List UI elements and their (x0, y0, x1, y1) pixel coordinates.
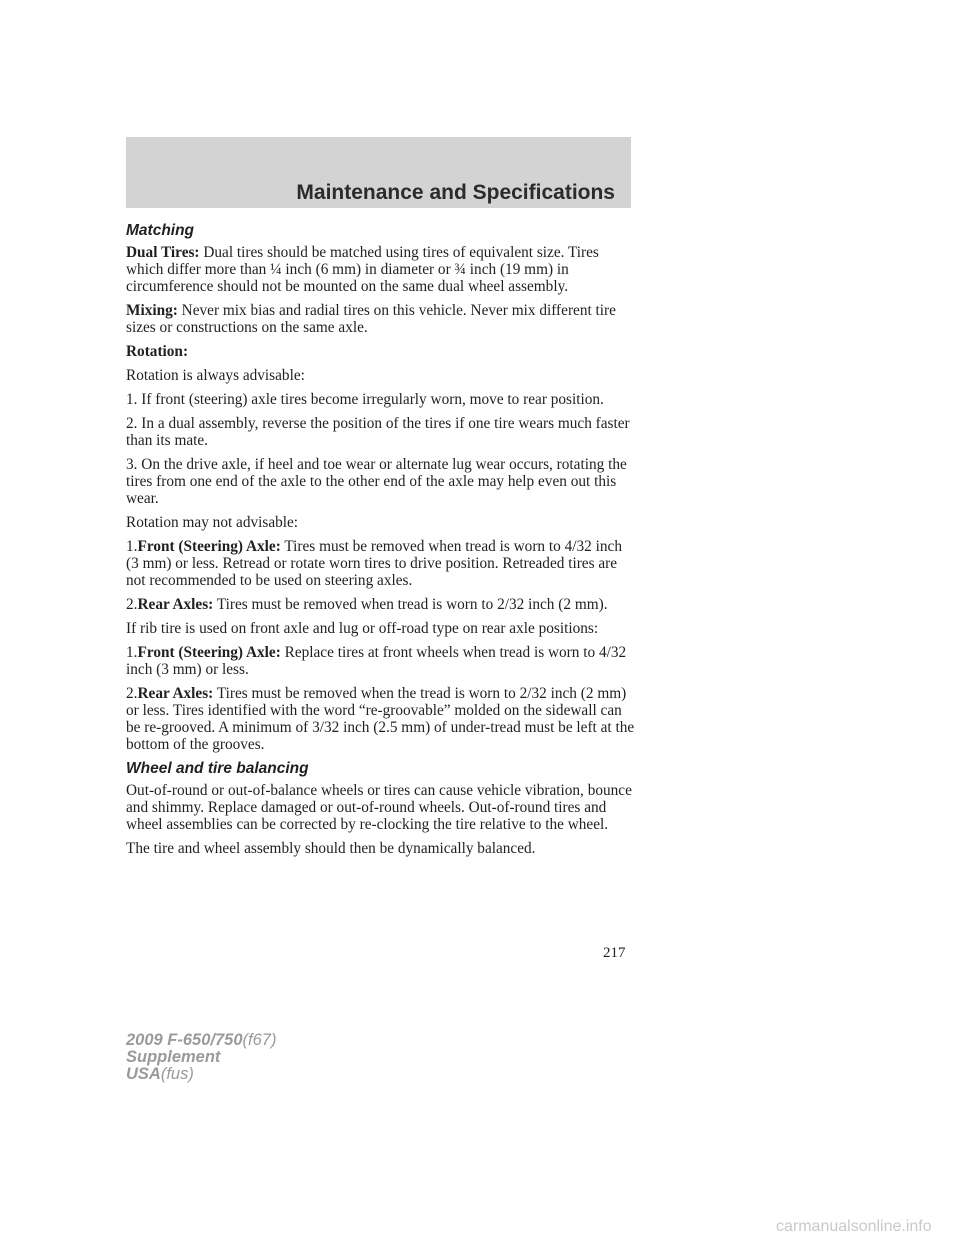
balancing-paragraph: The tire and wheel assembly should then be dynamically balanced. (126, 840, 536, 857)
item-text: Replace tires at front wheels when tread is worn to 4/32 inch (3 mm) or less. (126, 644, 627, 678)
document-footer (126, 1032, 276, 1083)
mixing-term: Mixing: (126, 302, 178, 319)
rotation-item: 2. In a dual assembly, reverse the position of the tires if one tire wears much faster than its mate. (126, 415, 630, 449)
item-number: 1. (126, 538, 138, 555)
footer-region: USA (126, 1065, 161, 1083)
section-title: Maintenance and Specifications (296, 181, 615, 204)
rotation-intro: Rotation is always advisable: (126, 367, 305, 384)
not-advisable-item (126, 538, 636, 589)
balancing-heading: Wheel and tire balancing (126, 760, 309, 777)
mixing-paragraph (126, 302, 636, 336)
item-text: Tires must be removed when tread is worn to 2/32 inch (2 mm). (216, 596, 608, 613)
section-header-bar (126, 137, 631, 208)
page-content (126, 222, 636, 864)
dual-tires-term: Dual Tires: (126, 244, 200, 261)
rotation-item: 1. If front (steering) axle tires become irregularly worn, move to rear position. (126, 391, 604, 408)
rib-item (126, 644, 636, 678)
matching-heading: Matching (126, 222, 195, 239)
dual-tires-text: Dual tires should be matched using tires of equivalent size. Tires which differ more than ¼ inch (6 mm) in diameter or ¾ inch (19 mm) in circumference should not be mounted on the same dual wheel assembly. (126, 244, 599, 295)
item-term: Front (Steering) Axle: (137, 644, 281, 661)
item-number: 2. (126, 685, 138, 702)
item-number: 2. (126, 596, 138, 613)
page-number: 217 (603, 945, 626, 961)
not-advisable-item (126, 596, 636, 613)
item-number: 1. (126, 644, 138, 661)
rotation-heading: Rotation: (126, 343, 189, 360)
footer-model-line (126, 1032, 276, 1049)
rib-item (126, 685, 636, 753)
footer-region-code: (fus) (160, 1065, 194, 1083)
dual-tires-paragraph (126, 244, 636, 295)
item-term: Rear Axles: (137, 596, 214, 613)
balancing-paragraph: Out-of-round or out-of-balance wheels or tires can cause vehicle vibration, bounce and shimmy. Replace damaged or out-of-round wheels. Out-of-round tires and wheel assemblies can be corrected by re-clocking the tire relative to the wheel. (126, 782, 632, 833)
item-text: Tires must be removed when the tread is worn to 2/32 inch (2 mm) or less. Tires identified with the word “re-groovable” molded on the sidewall can be re-grooved. A minimum of 3/32 inch (2.5 mm) of under-tread must be left at the bottom of the grooves. (126, 685, 635, 753)
rib-intro: If rib tire is used on front axle and lug or off-road type on rear axle positions: (126, 620, 599, 637)
footer-region-line (126, 1066, 276, 1083)
rotation-item: 3. On the drive axle, if heel and toe wear or alternate lug wear occurs, rotating the tires from one end of the axle to the other end of the axle may help even out this wear. (126, 456, 627, 507)
footer-model: 2009 F-650/750 (126, 1031, 243, 1049)
item-term: Rear Axles: (137, 685, 214, 702)
watermark: carmanualsonline.info (776, 1218, 932, 1235)
footer-supplement: Supplement (126, 1048, 221, 1066)
not-advisable-intro: Rotation may not advisable: (126, 514, 299, 531)
footer-model-code: (f67) (242, 1031, 277, 1049)
mixing-text: Never mix bias and radial tires on this vehicle. Never mix different tire sizes or constructions on the same axle. (126, 302, 616, 336)
item-term: Front (Steering) Axle: (137, 538, 281, 555)
item-text: Tires must be removed when tread is worn to 4/32 inch (3 mm) or less. Retread or rotate worn tires to drive position. Retreaded tires are not recommended to be used on steering axles. (126, 538, 622, 589)
